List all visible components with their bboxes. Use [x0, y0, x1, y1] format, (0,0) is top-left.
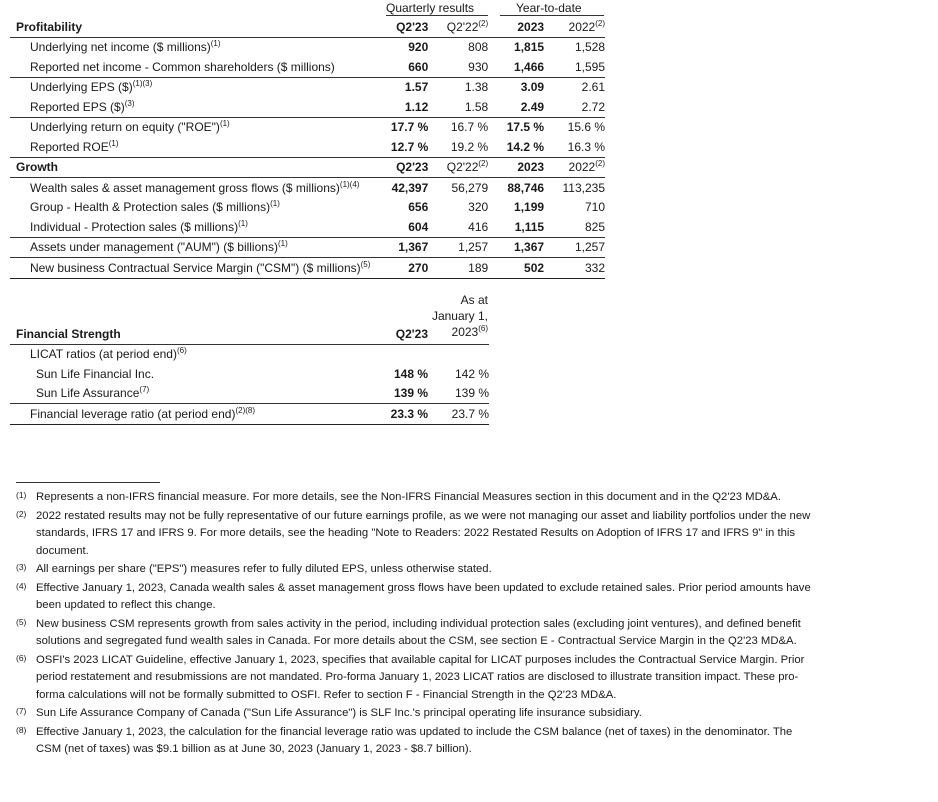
cell-value: 416 [428, 217, 488, 237]
financial-strength-table [10, 324, 489, 425]
cell-value: 12.7 % [370, 137, 428, 157]
cell-value: 1,257 [428, 237, 488, 258]
footnote-item: (5) New business CSM represents growth from sales activity in the period, including individual protection sales (excluding joint ventures), and defined benefit solutions and segregated fund wealth sales in Canada. For more details about the CSM, see section E - Contractual Service Margin in the Q2'23 MD&A. [16, 616, 801, 647]
table-row [10, 364, 489, 384]
cell-value: 1,466 [488, 57, 544, 77]
cell-value: 270 [370, 258, 428, 279]
col-2023: 2023 [488, 157, 544, 178]
footnotes [16, 489, 816, 760]
cell-value: 17.7 % [390, 120, 429, 135]
col-2023: 2023 [488, 17, 544, 37]
cell-value: 2.72 [544, 97, 605, 117]
col-q2-23: Q2'23 [370, 17, 428, 37]
footnote-item: (7) Sun Life Assurance Company of Canada ("Sun Life Assurance") is SLF Inc.'s principal operating life insurance subsidiary. [16, 706, 642, 719]
cell-value: 710 [584, 200, 605, 215]
row-label: Reported net income - Common shareholders ($ millions) [10, 57, 370, 77]
col-q2-23: Q2'23 [370, 157, 428, 178]
cell-value: 502 [488, 258, 544, 279]
footnote-item: (1) Represents a non-IFRS financial measure. For more details, see the Non-IFRS Financial Measures section in this document and in the Q2'23 MD&A. [16, 490, 781, 503]
cell-value: 15.6 % [567, 120, 605, 135]
col-2022: 2022$^{(2)}$ [544, 17, 605, 37]
footnote-item: (8) Effective January 1, 2023, the calculation for the financial leverage ratio was updated to include the CSM balance (net of taxes) in the denominator. The CSM (net of taxes) was $9.1 billion as at June 30, 2023 (January 1, 2023 - $8.7 billion). [16, 724, 793, 755]
table-row [10, 237, 605, 258]
row-label: LICAT ratios (at period end)$^{(6)}$ [30, 346, 187, 362]
table-row [10, 137, 605, 157]
cell-value: 1,595 [544, 57, 605, 77]
footnote-item: (6) OSFI's 2023 LICAT Guideline, effective January 1, 2023, specifies that available capital for LICAT purposes includes the Contractual Service Margin. Prior period restatement and resubmissions are not mandated. Pro-forma January 1, 2023 LICAT ratios are disclosed to illustrate transition impact. These pro-forma calculations will not be formally submitted to OSFI. Refer to section F - Financial Strength in the Q2'23 MD&A. [16, 652, 805, 701]
col-2022: 2022$^{(2)}$ [544, 157, 605, 178]
year-to-date-underline [500, 15, 604, 16]
table-row [10, 57, 605, 77]
col-q2-22: Q2'22$^{(2)}$ [428, 157, 488, 178]
row-label: Reported EPS ($)$^{(3)}$ [10, 97, 370, 117]
cell-value: 139 % [428, 384, 489, 404]
cell-value: 23.7 % [428, 404, 489, 425]
cell-value: 660 [370, 57, 428, 77]
cell-value: 332 [544, 258, 605, 279]
results-table [10, 17, 605, 279]
cell-value: 139 % [370, 384, 428, 404]
financial-strength-header-row [10, 324, 489, 344]
cell-value: 1,199 [514, 200, 545, 215]
table-row [10, 384, 489, 404]
growth-title: Growth [10, 157, 370, 178]
table-row [10, 117, 605, 137]
cell-value: 1,367 [370, 237, 428, 258]
cell-value: 1.12 [370, 97, 428, 117]
quarterly-results-underline [386, 15, 488, 16]
row-label: Underlying EPS ($)$^{(1)(3)}$ [30, 79, 153, 95]
cell-value: 16.3 % [544, 137, 605, 157]
row-label: Sun Life Assurance$^{(7)}$ [10, 384, 370, 404]
cell-value: 1,528 [574, 40, 605, 55]
table-row [10, 217, 605, 237]
cell-value: 656 [408, 200, 429, 215]
cell-value: 1,367 [488, 237, 544, 258]
cell-value: 825 [544, 217, 605, 237]
cell-value: 1.38 [464, 80, 489, 95]
table-row [10, 77, 605, 97]
cell-value: 320 [468, 200, 489, 215]
footnote-item: (2) 2022 restated results may not be fully representative of our future earnings profile, as we were not managing our asset and liability portfolios under the new standards, IFRS 17 and IFRS 9. For more details, see the heading "Note to Readers: 2022 Restated Results on Adoption of IFRS 17 and IFRS 9" in this document. [16, 508, 811, 557]
cell-value: 930 [428, 57, 488, 77]
cell-value: 808 [468, 40, 489, 55]
cell-value: 604 [370, 217, 428, 237]
cell-value: 1,815 [514, 40, 545, 55]
row-label: New business Contractual Service Margin ("CSM") ($ millions)$^{(5)}$ [10, 258, 370, 279]
growth-header-row [10, 157, 605, 178]
cell-value: 142 % [454, 366, 489, 381]
footnote-item: (4) Effective January 1, 2023, Canada wealth sales & asset management gross flows have been updated to exclude retained sales. Prior period amounts have been updated to reflect this change. [16, 580, 811, 611]
table-row [10, 344, 489, 364]
table-row [10, 258, 605, 279]
cell-value: 1.58 [428, 97, 488, 117]
cell-value: 56,279 [451, 180, 489, 195]
table-row [10, 404, 489, 425]
cell-value: 17.5 % [506, 120, 545, 135]
table-row [10, 198, 605, 218]
col-q2-23: Q2'23 [370, 324, 428, 344]
cell-value: 189 [428, 258, 488, 279]
cell-value: 113,235 [562, 180, 605, 195]
year-to-date-header: Year-to-date [516, 1, 582, 15]
quarterly-results-header: Quarterly results [386, 1, 475, 15]
row-label: Underlying return on equity ("ROE")$^{(1)}$ [30, 119, 230, 135]
table-row [10, 178, 605, 198]
row-label: Underlying net income ($ millions)$^{(1)}$ [30, 39, 221, 55]
table-row [10, 37, 605, 57]
as-at-line2: January 1, [431, 309, 488, 323]
cell-value: 1,115 [488, 217, 544, 237]
cell-value: 1,257 [544, 237, 605, 258]
col-jan-2023 [428, 324, 489, 344]
row-label: Individual - Protection sales ($ millions)$^{(1)}$ [10, 217, 370, 237]
row-label: Wealth sales & asset management gross flows ($ millions)$^{(1)(4)}$ [30, 179, 360, 195]
cell-value: 42,397 [391, 180, 429, 195]
footnote-divider [16, 482, 160, 483]
cell-value: 14.2 % [488, 137, 544, 157]
row-label: Group - Health & Protection sales ($ millions)$^{(1)}$ [30, 199, 280, 215]
profitability-title: Profitability [10, 17, 370, 37]
cell-value: 1.57 [404, 80, 429, 95]
financial-strength-title: Financial Strength [10, 324, 370, 344]
cell-value: 920 [408, 40, 429, 55]
cell-value: 16.7 % [450, 120, 489, 135]
col-q2-22: Q2'22$^{(2)}$ [428, 17, 488, 37]
table-row [10, 97, 605, 117]
row-label: Assets under management ("AUM") ($ billions)$^{(1)}$ [10, 237, 370, 258]
as-at-line3: 2023$^{(6)}$ [451, 324, 488, 339]
row-label: Sun Life Financial Inc. [36, 366, 155, 381]
footnote-item: (3) All earnings per share ("EPS") measures refer to fully diluted EPS, unless otherwise stated. [16, 562, 492, 575]
cell-value: 3.09 [520, 80, 545, 95]
cell-value: 88,746 [507, 180, 545, 195]
profitability-header-row [10, 17, 605, 37]
row-label: Reported ROE$^{(1)}$ [10, 137, 370, 157]
as-at-line1: As at [460, 293, 488, 307]
cell-value: 19.2 % [428, 137, 488, 157]
cell-value: 148 % [393, 366, 428, 381]
cell-value: 2.61 [581, 80, 605, 95]
row-label: Financial leverage ratio (at period end)$^{(2)(8)}$ [10, 404, 370, 425]
cell-value: 23.3 % [370, 404, 428, 425]
cell-value: 2.49 [488, 97, 544, 117]
